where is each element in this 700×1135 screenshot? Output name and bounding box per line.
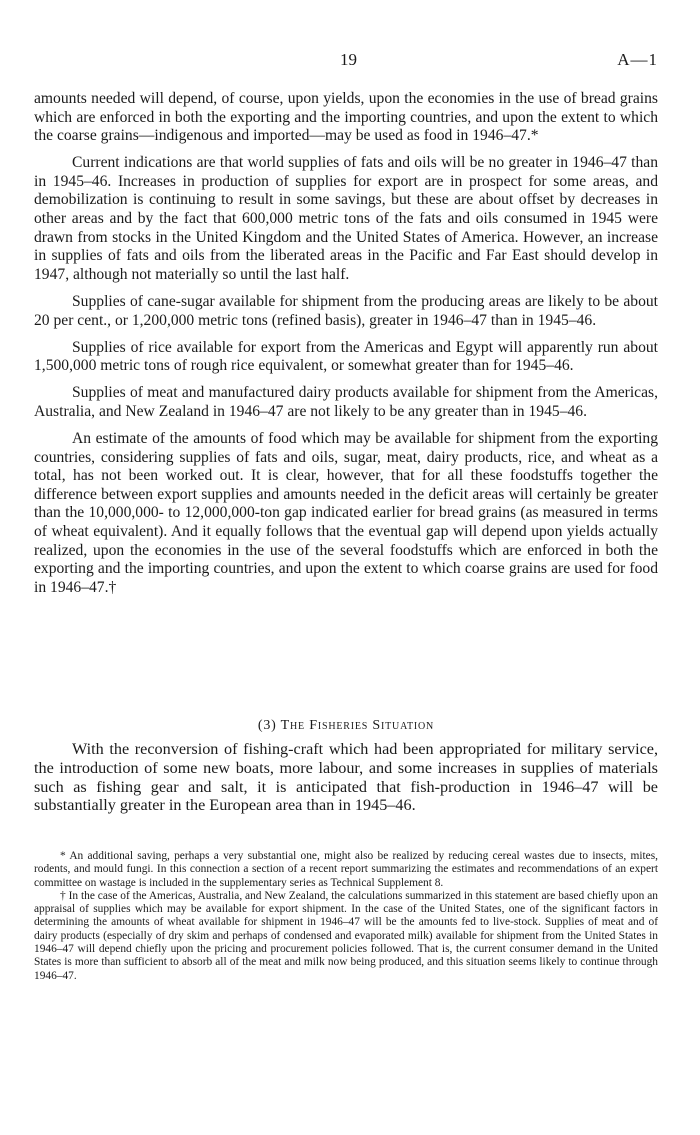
paragraph-rice: Supplies of rice available for export from the Americas and Egypt will apparently run about 1,500,000 metric tons of rough rice equivalent, or somewhat greater than for 1945–46. (34, 338, 658, 375)
paragraph-meat-dairy: Supplies of meat and manufactured dairy products available for shipment from the Americas, Australia, and New Zealand in 1946–47 are not likely to be any greater than in 1945–46. (34, 384, 658, 420)
footnotes (34, 850, 658, 983)
paragraph-fats-oils: Current indications are that world supplies of fats and oils will be no greater in 1946–47 than in 1945–46. Increases in production of supplies for export are in prospect for some areas, and demobilization is continuing to result in some savings, but these are about offset by decreases in other areas and by the fact that 600,000 metric tons of the fats and oils consumed in 1945 were drawn from stocks in the United Kingdom and the United States of America. However, an increase in supplies of fats and oils from the liberated areas in the Pacific and Far East should develop in 1947, although not materially so until the last half. (34, 154, 658, 283)
page-number: 19 (340, 50, 357, 69)
page-header (34, 50, 658, 74)
footnote-asterisk: * An additional saving, perhaps a very substantial one, might also be realized by reducing cereal wastes due to insects, mites, rodents, and mould fungi. In this connection a section of a recent report summarizing the estimates and recommendations of an expert committee on wastage is included in the supplementary series as Technical Supplement 8. (34, 850, 658, 889)
document-page (34, 0, 658, 1135)
main-body (34, 90, 658, 606)
paragraph-continuation: amounts needed will depend, of course, upon yields, upon the economies in the use of bread grains which are enforced in both the exporting and the importing countries, and upon the extent to which the coarse grains—indigenous and imported—may be used as food in 1946–47.* (34, 90, 658, 145)
paragraph-fisheries: With the reconversion of fishing-craft which had been appropriated for military service, the introduction of some new boats, more labour, and some increases in supplies of materials such as fishing gear and salt, it is anticipated that fish-production in 1946–47 will be substantially greater in the European area than in 1945–46. (34, 740, 658, 815)
paragraph-sugar: Supplies of cane-sugar available for shipment from the producing areas are likely to be about 20 per cent., or 1,200,000 metric tons (refined basis), greater in 1946–47 than in 1945–46. (34, 292, 658, 329)
footnote-dagger: † In the case of the Americas, Australia, and New Zealand, the calculations summarized in this statement are based chiefly upon an appraisal of supplies which may be available for export shipment. In the case of the United States, one of the significant factors in determining the amounts of wheat available for shipment in 1946–47 will be the amounts fed to live-stock. Supplies of meat and of dairy products (especially of dry skim and perhaps of condensed and evaporated milk) available for shipment from the United States in 1946–47 will depend chiefly upon the pricing and procurement policies followed. That is, the current consumer demand in the United States is more than sufficient to absorb all of the meat and milk now being produced, and this situation seems likely to continue through 1946–47. (34, 889, 658, 982)
document-reference: A—1 (617, 50, 658, 69)
paragraph-estimate: An estimate of the amounts of food which may be available for shipment from the exporting countries, considering supplies of fats and oils, sugar, meat, dairy products, rice, and wheat as a total, has not been worked out. It is clear, however, that for all these foodstuffs together the difference between export supplies and amounts needed in the deficit areas will certainly be greater than the 10,000,000- to 12,000,000-ton gap indicated earlier for bread grains (as measured in terms of wheat equivalent). And it equally follows that the eventual gap will depend upon yields actually realized, upon the economies in the use of the several foodstuffs which are enforced in both the exporting and the importing countries, and upon the extent to which coarse grains are used for food in 1946–47.† (34, 430, 658, 596)
section-heading: (3) The Fisheries Situation (257, 718, 435, 733)
